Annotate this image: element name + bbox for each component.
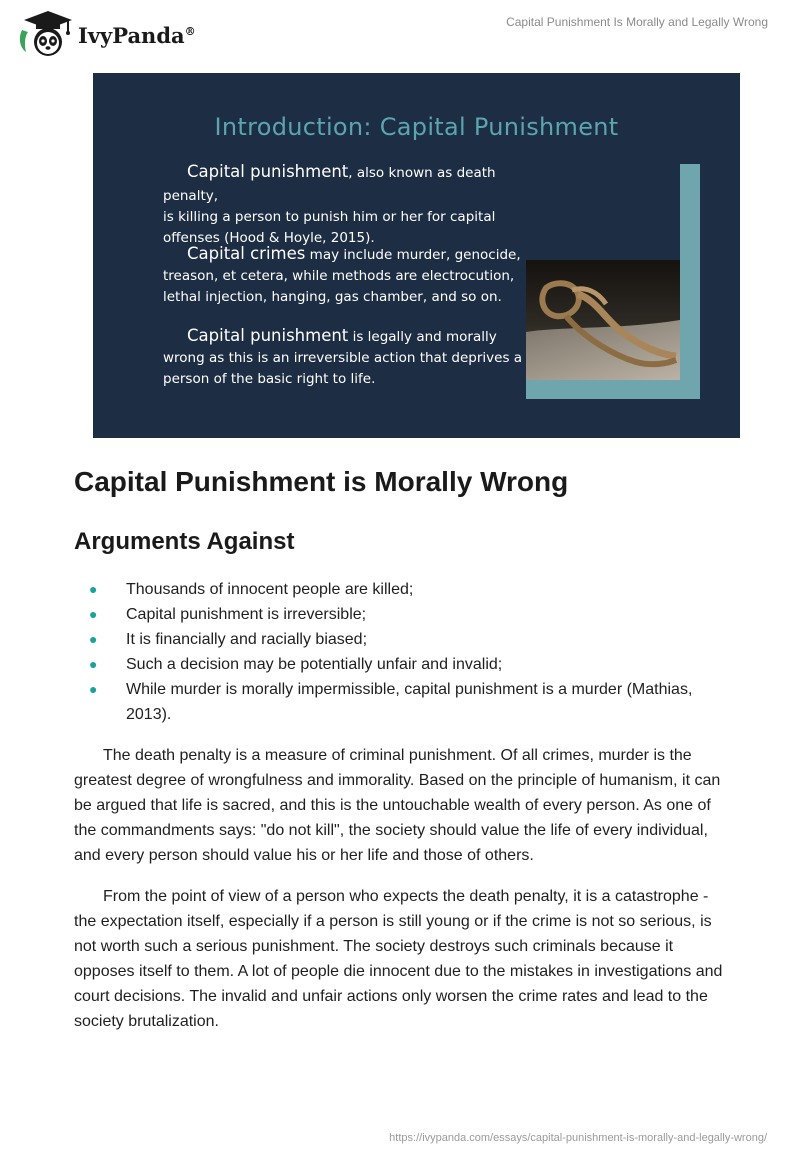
slide-paragraph-1: Capital punishment, also known as death penalty, is killing a person to punish him or her for capital offenses (Hood & Hoyle, 2015). (163, 162, 496, 246)
list-item: ● Thousands of innocent people are killed; (74, 577, 734, 602)
slide-title: Introduction: Capital Punishment (214, 113, 619, 141)
panda-graduate-icon (16, 8, 74, 58)
brand-name: IvyPanda® (78, 22, 196, 48)
list-item: ● Such a decision may be potentially unfair and invalid; (74, 652, 734, 677)
noose-photo (526, 260, 680, 380)
list-item: ● Capital punishment is irreversible; (74, 602, 734, 627)
bullet-dot-icon: ● (89, 581, 98, 597)
slide-paragraph-3: Capital punishment is legally and morally wrong as this is an irreversible action that deprives a person of the basic right to life. (163, 326, 523, 387)
slide-paragraph-2: Capital crimes may include murder, genocide, treason, et cetera, while methods are electrocution, lethal injection, hanging, gas chamber, and so on. (163, 244, 521, 305)
site-logo[interactable] (16, 8, 196, 58)
page-heading: Capital Punishment is Morally Wrong (74, 466, 569, 497)
slide-accent-bar-vertical (680, 164, 700, 399)
arguments-list (74, 577, 734, 727)
slide-term: Capital crimes (187, 244, 306, 263)
bullet-dot-icon: ● (89, 606, 98, 622)
bullet-dot-icon: ● (89, 681, 98, 697)
section-heading: Arguments Against (74, 528, 295, 555)
bullet-dot-icon: ● (89, 631, 98, 647)
source-url-link[interactable]: https://ivypanda.com/essays/capital-punishment-is-morally-and-legally-wrong/ (389, 1132, 767, 1144)
slide-term: Capital punishment (187, 326, 349, 345)
list-item: ● It is financially and racially biased; (74, 627, 734, 652)
slide-accent-bar-horizontal (526, 380, 700, 399)
body-paragraph-2: From the point of view of a person who expects the death penalty, it is a catastrophe - the expectation itself, especially if a person is still young or if the crime is not so serious, is not worth such a serious punishment. The society destroys such criminals because it opposes itself to them. A lot of people die innocent due to the mistakes in investigations and court decisions. The invalid and unfair actions only worsen the crime rates and lead to the society brutalization. (74, 888, 723, 1030)
slide-term: Capital punishment (187, 162, 349, 181)
document-title: Capital Punishment Is Morally and Legally Wrong (506, 15, 768, 29)
list-item: ● While murder is morally impermissible, capital punishment is a murder (Mathias, 2013). (74, 677, 734, 727)
body-paragraph-1: The death penalty is a measure of criminal punishment. Of all crimes, murder is the greatest degree of wrongfulness and immorality. Based on the principle of humanism, it can be argued that life is sacred, and this is the untouchable wealth of every person. As one of the commandments says: "do not kill", the society should value the life of every individual, and every person should value his or her life and those of others. (74, 747, 721, 864)
presentation-slide (93, 73, 740, 438)
bullet-dot-icon: ● (89, 656, 98, 672)
